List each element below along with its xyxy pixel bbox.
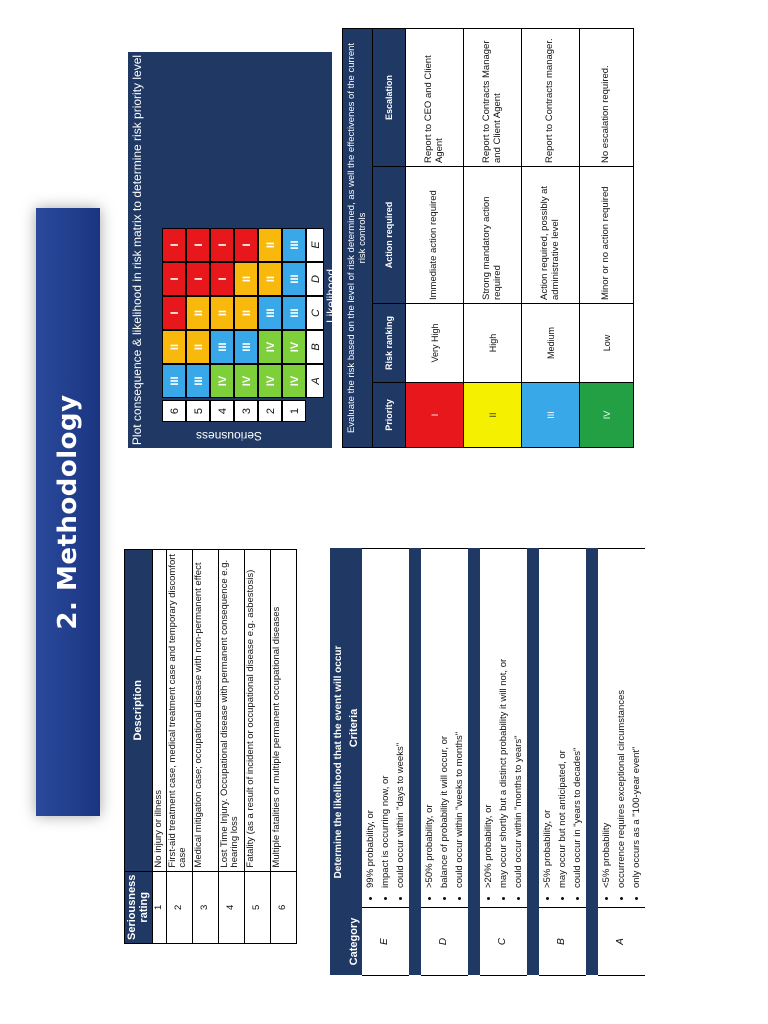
row-separator xyxy=(468,549,480,976)
row-separator xyxy=(586,549,598,976)
matrix-cell: II xyxy=(234,296,258,330)
description-cell: No injury or illness xyxy=(152,550,166,872)
matrix-cell: I xyxy=(162,262,186,296)
matrix-title: Plot consequence & likelihood in risk matrix to determine risk priority level xyxy=(130,54,144,446)
matrix-cell: II xyxy=(186,296,210,330)
matrix-row-label: 2 xyxy=(258,400,282,422)
criteria-item: • 99% probability, or xyxy=(363,552,378,888)
risk-ranking-cell: Medium xyxy=(522,304,580,383)
risk-matrix xyxy=(128,52,338,448)
matrix-cell: I xyxy=(210,228,234,262)
matrix-cell: IV xyxy=(234,364,258,398)
rating-cell: 2 xyxy=(166,871,192,943)
rating-cell: 6 xyxy=(270,871,296,943)
matrix-row-label: 1 xyxy=(282,400,306,422)
priority-cell: III xyxy=(522,383,580,448)
criteria-item: • >20% probability, or xyxy=(481,552,496,888)
priority-table xyxy=(342,28,634,448)
criteria-item: • <5% probability xyxy=(599,552,614,888)
risk-ranking-cell: Very High xyxy=(406,304,464,383)
matrix-cell: III xyxy=(210,330,234,364)
rating-cell: 5 xyxy=(244,871,270,943)
description-cell: Multiple fatalities or multiple permanent occupational diseases xyxy=(270,550,296,872)
row-separator xyxy=(527,549,539,976)
row-separator xyxy=(409,549,421,976)
seriousness-rating-header: Seriousness rating xyxy=(125,871,153,943)
criteria-list xyxy=(599,552,644,904)
matrix-cell: IV xyxy=(282,364,306,398)
risk-ranking-cell: Low xyxy=(580,304,634,383)
escalation-cell: Report to Contracts Manager and Client Agent xyxy=(464,29,522,167)
seriousness-table xyxy=(124,549,297,944)
matrix-col-label: D xyxy=(306,262,324,296)
matrix-col-label: A xyxy=(306,364,324,398)
escalation-cell: Report to Contracts manager. xyxy=(522,29,580,167)
action-cell: Strong mandatory action required xyxy=(464,167,522,304)
criteria-item: • could occur within "days to weeks" xyxy=(393,552,408,888)
matrix-row-label: 5 xyxy=(186,400,210,422)
risk-ranking-cell: High xyxy=(464,304,522,383)
criteria-item: • could occur in "years to decades" xyxy=(570,552,585,888)
matrix-cell: I xyxy=(162,228,186,262)
matrix-cell: II xyxy=(258,262,282,296)
priority-intro: Evaluate the risk based on the level of risk determined, as well the effectivenes of the current risk controls xyxy=(343,29,373,448)
matrix-cell: I xyxy=(186,228,210,262)
matrix-cell: IV xyxy=(258,364,282,398)
matrix-cell: I xyxy=(234,228,258,262)
priority-header: Priority xyxy=(373,383,406,448)
criteria-item: • could occur within "weeks to months" xyxy=(452,552,467,888)
category-cell: B xyxy=(539,908,586,976)
title-banner xyxy=(36,208,100,816)
matrix-cell: III xyxy=(162,364,186,398)
criteria-list xyxy=(481,552,526,904)
matrix-cell: IV xyxy=(258,330,282,364)
category-cell: C xyxy=(480,908,527,976)
rating-cell: 3 xyxy=(192,871,218,943)
category-cell: A xyxy=(598,908,645,976)
matrix-col-label: E xyxy=(306,228,324,262)
likelihood-table xyxy=(330,548,645,976)
criteria-item: • could occur within "months to years" xyxy=(511,552,526,888)
criteria-list xyxy=(422,552,467,904)
criteria-item: • occurrence requires exceptional circumstances xyxy=(614,552,629,888)
matrix-cell: I xyxy=(210,262,234,296)
criteria-list xyxy=(363,552,408,904)
description-header: Description xyxy=(125,550,153,872)
criteria-item: • >50% probability, or xyxy=(422,552,437,888)
matrix-col-label: B xyxy=(306,330,324,364)
matrix-cell: II xyxy=(162,330,186,364)
description-cell: Medical mitigation case; occupational disease with non-permanent effect xyxy=(192,550,218,872)
matrix-cell: IV xyxy=(210,364,234,398)
matrix-cell: II xyxy=(234,262,258,296)
escalation-header: Escalation xyxy=(373,29,406,167)
criteria-item: • impact is occurring now, or xyxy=(378,552,393,888)
criteria-item: • may occur but not anticipated, or xyxy=(555,552,570,888)
matrix-row-label: 6 xyxy=(162,400,186,422)
priority-cell: I xyxy=(406,383,464,448)
escalation-cell: No escalation required. xyxy=(580,29,634,167)
matrix-cell: II xyxy=(210,296,234,330)
matrix-row-label: 4 xyxy=(210,400,234,422)
criteria-header: Criteria xyxy=(347,549,361,908)
description-cell: Lost Time Injury. Occupational disease with permanent consequence e.g. hearing loss xyxy=(218,550,244,872)
matrix-cell: III xyxy=(282,262,306,296)
criteria-item: • may occur shortly but a distinct probability it will not, or xyxy=(496,552,511,888)
matrix-cell: I xyxy=(186,262,210,296)
matrix-cell: III xyxy=(258,296,282,330)
seriousness-label: Seriousness xyxy=(195,429,263,443)
risk-ranking-header: Risk ranking xyxy=(373,304,406,383)
likelihood-label: Likelihood xyxy=(324,268,338,324)
action-required-header: Action required xyxy=(373,167,406,304)
category-header: Category xyxy=(347,908,361,976)
matrix-cell: III xyxy=(282,228,306,262)
escalation-cell: Report to CEO and Client Agent xyxy=(406,29,464,167)
action-cell: Action required, possibly at administrative level xyxy=(522,167,580,304)
matrix-cell: III xyxy=(234,330,258,364)
action-cell: Minor or no action required xyxy=(580,167,634,304)
criteria-item: • balance of probability it will occur, or xyxy=(437,552,452,888)
criteria-list xyxy=(540,552,585,904)
action-cell: Immediate action required xyxy=(406,167,464,304)
criteria-item: • only occurs as a "100-year event" xyxy=(629,552,644,888)
rating-cell: 1 xyxy=(152,871,166,943)
matrix-cell: IV xyxy=(282,330,306,364)
priority-cell: II xyxy=(464,383,522,448)
matrix-cell: I xyxy=(162,296,186,330)
rating-cell: 4 xyxy=(218,871,244,943)
matrix-cell: II xyxy=(186,330,210,364)
page-title: 2. Methodology xyxy=(53,394,83,630)
priority-cell: IV xyxy=(580,383,634,448)
category-cell: E xyxy=(362,908,409,976)
matrix-row-label: 3 xyxy=(234,400,258,422)
description-cell: First-aid treatment case, medical treatment case and temporary discomfort case xyxy=(166,550,192,872)
category-cell: D xyxy=(421,908,468,976)
matrix-cell: II xyxy=(258,228,282,262)
likelihood-title: Determine the likelihood that the event will occur xyxy=(330,549,347,976)
description-cell: Fatality (as a result of incident or occupational disease e.g. asbestosis) xyxy=(244,550,270,872)
matrix-col-label: C xyxy=(306,296,324,330)
y-axis-label xyxy=(170,424,290,448)
criteria-item: • >5% probability, or xyxy=(540,552,555,888)
matrix-cell: III xyxy=(282,296,306,330)
matrix-cell: III xyxy=(186,364,210,398)
